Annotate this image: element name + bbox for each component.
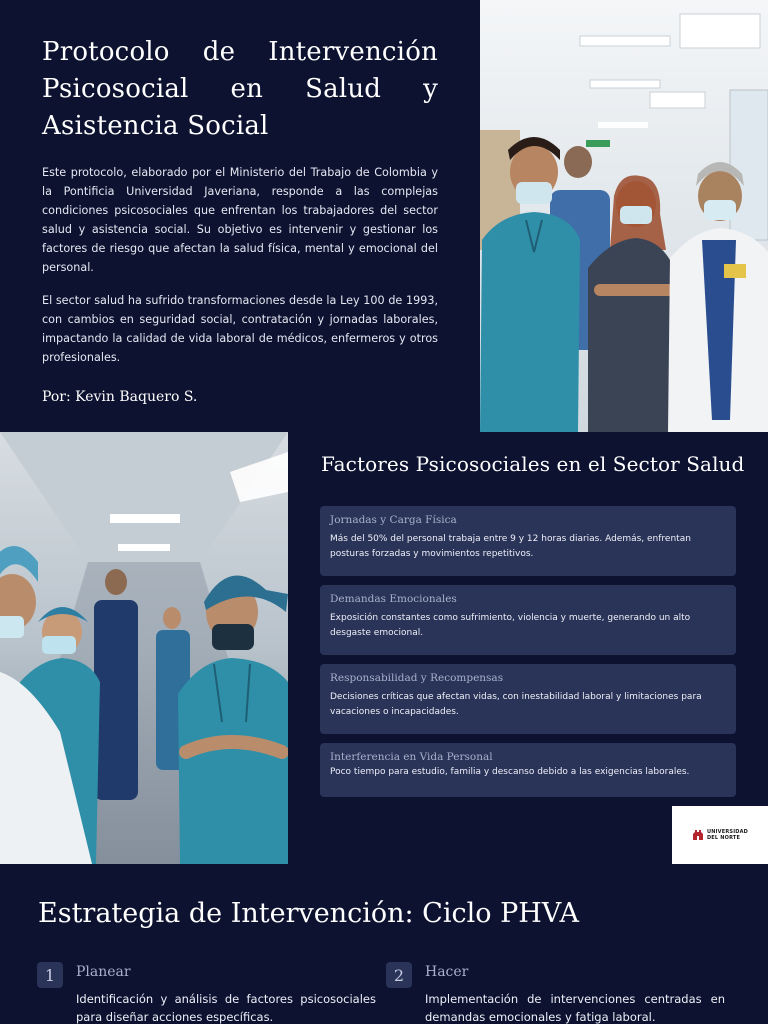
university-logo-text [707,829,748,841]
step-description: Identificación y análisis de factores psicosociales para diseñar acciones específicas. [76,992,376,1024]
factor-card-title: Jornadas y Carga Física [330,514,457,526]
intro-paragraph-2: El sector salud ha sufrido transformaciones desde la Ley 100 de 1993, con cambios en seguridad social, contratación y jornadas laborales, impactando la calidad de vida laboral de médicos, enfermeros y otros profesionales. [42,294,438,364]
nurses-corridor-photo [0,432,288,864]
factors-section [288,432,768,864]
step-title: Hacer [425,964,469,980]
intro-paragraph-1: Este protocolo, elaborado por el Ministerio del Trabajo de Colombia y la Pontificia Universidad Javeriana, responde a las complejas condiciones psicosociales que enfrentan los trabajadores del sector salud y asistencia social. Su objetivo es intervenir y gestionar los factores de riesgo que afectan la salud física, mental y emocional del personal. [42,166,438,274]
step-title: Planear [76,964,131,980]
university-crest-icon [692,829,704,841]
factors-title: Factores Psicosociales en el Sector Salud [321,452,745,476]
factor-card-title: Demandas Emocionales [330,593,457,605]
logo-line-2: DEL NORTE [706,835,741,841]
intro-section [0,0,480,432]
logo-line-1: UNIVERSIDAD [706,829,749,835]
factor-card-text: Decisiones críticas que afectan vidas, con inestabilidad laboral y limitaciones para vacaciones o incapacidades. [330,692,702,717]
page-title: Protocolo de Intervención Psicosocial en Salud y Asistencia Social [42,37,438,141]
strategy-title: Estrategia de Intervención: Ciclo PHVA [38,898,579,929]
step-number-badge: 1 [37,962,63,988]
author-credit: Por: Kevin Baquero S. [42,389,198,405]
strategy-section [0,864,768,1024]
step-description: Implementación de intervenciones centradas en demandas emocionales y fatiga laboral. [425,992,725,1024]
university-logo [672,806,768,864]
factor-card-emotional [320,585,736,655]
factor-card-text: Poco tiempo para estudio, familia y descanso debido a las exigencias laborales. [330,767,690,777]
factor-card-responsibility [320,664,736,734]
medical-staff-photo [480,0,768,432]
factor-card-text: Más del 50% del personal trabaja entre 9 y 12 horas diarias. Además, enfrentan posturas forzadas y movimientos repetitivos. [330,534,691,559]
factor-card-text: Exposición constantes como sufrimiento, violencia y muerte, generando un alto desgaste emocional. [330,613,691,638]
factor-card-personal-life [320,743,736,797]
factor-card-title: Interferencia en Vida Personal [330,751,493,763]
factor-card-title: Responsabilidad y Recompensas [330,672,504,684]
intro-text [42,163,438,367]
step-number-badge: 2 [386,962,412,988]
factor-card-workload [320,506,736,576]
